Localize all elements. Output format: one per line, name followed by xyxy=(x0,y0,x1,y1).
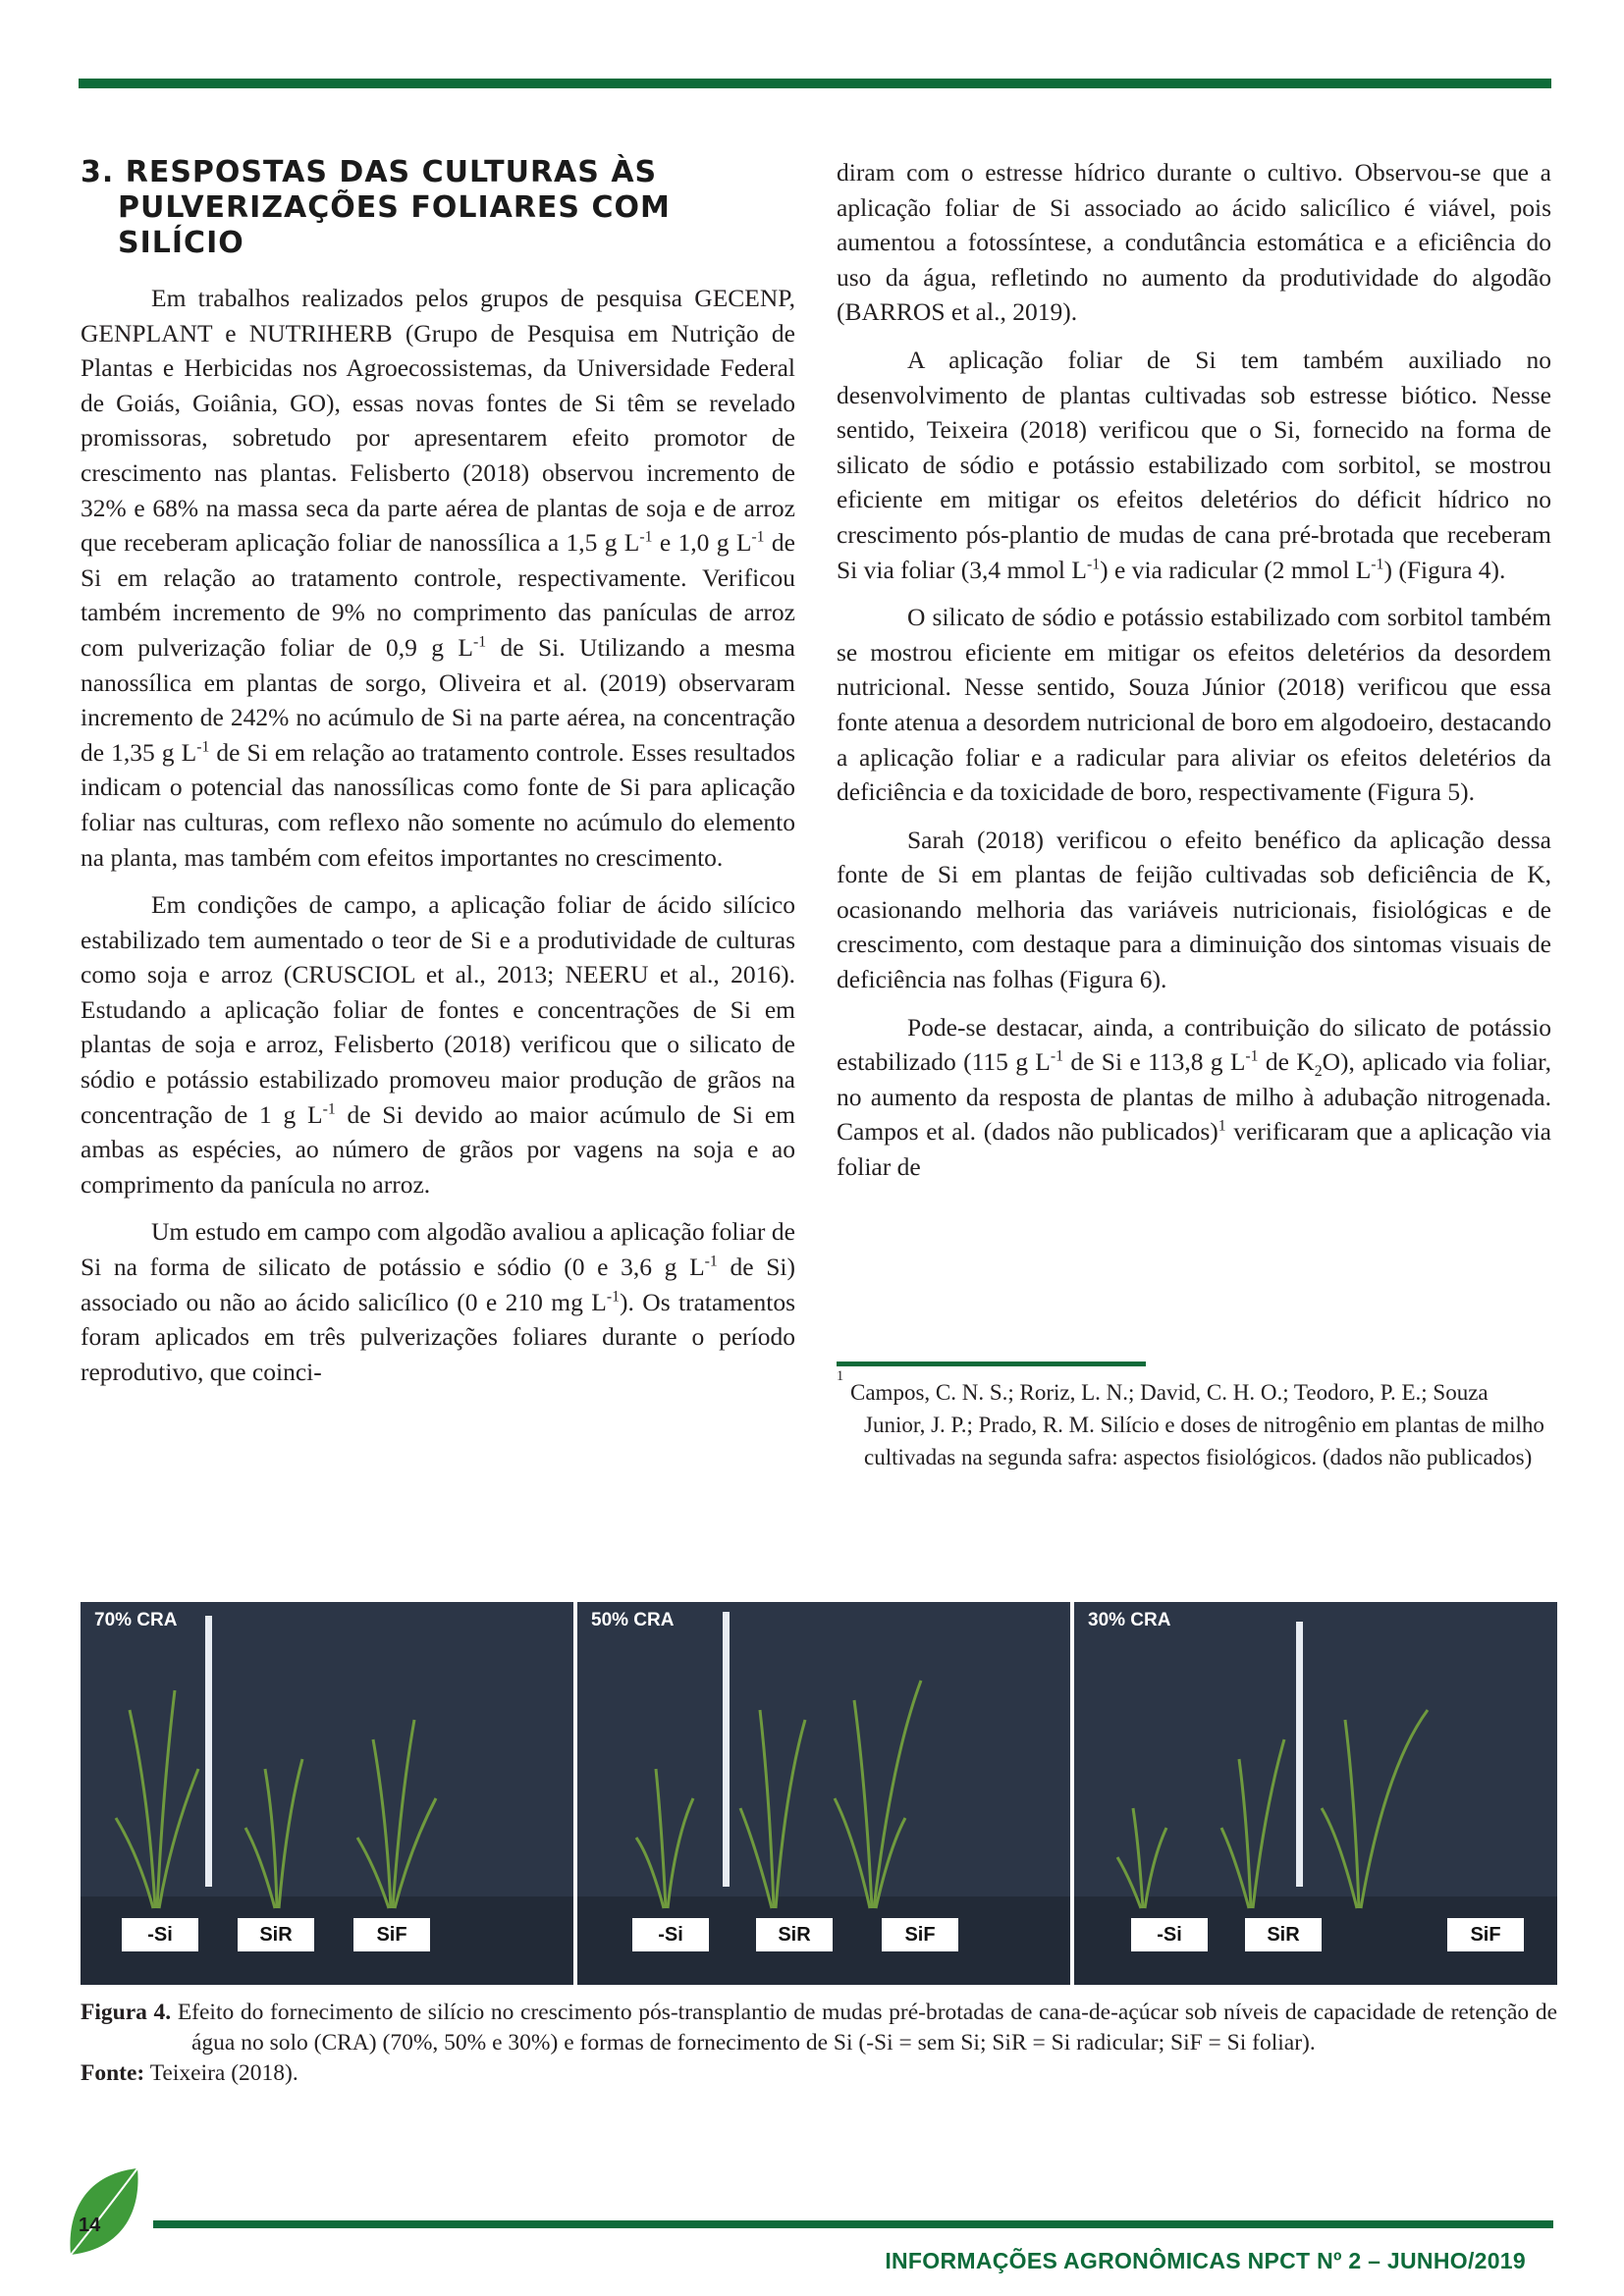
left-column xyxy=(81,155,795,1389)
treatment-tag: SiR xyxy=(1245,1918,1322,1951)
top-rule xyxy=(79,79,1551,88)
paragraph: Pode-se destacar, ainda, a contribuição do silicato de potássio estabilizado (115 g $L^{-1}$ de Si e 113,8 g $L^{-1}$ de $K_2O$), aplicado via foliar, no aumento da resposta de plantas de milho à adubação nitrogenada. Campos et al. (dados não publicados)$^1$ verificaram que a aplicação via foliar de xyxy=(837,1012,1551,1182)
footnote-text: Campos, C. N. S.; Roriz, L. N.; David, C. H. O.; Teodoro, P. E.; Souza Junior, J. P.; Prado, R. M. Silício e doses de nitrogênio em plantas de milho cultivadas na segunda safra: aspectos fisiológicos. (dados não publicados) xyxy=(850,1380,1544,1469)
source-label: Fonte: xyxy=(81,2060,145,2086)
paragraph: Em condições de campo, a aplicação foliar de ácido silícico estabilizado tem aumentado o teor de Si e a produtividade de culturas como soja e arroz (CRUSCIOL et al., 2013; NEERU et al., 2016). Estudando a aplicação foliar de fontes e concentrações de Si em plantas de soja e arroz, Felisberto (2018) verificou que o silicato de sódio e potássio estabilizado promoveu maior produção de grãos na concentração de 1 g $L^{-1}$ de Si devido ao maior acúmulo de Si em ambas as espécies, ao número de grãos por vagens na soja e ao comprimento da panícula no arroz. xyxy=(81,890,795,1199)
photo-label: 30% CRA xyxy=(1088,1610,1171,1630)
bottom-rule xyxy=(153,2220,1553,2228)
figure-caption-text: Figura 4. Efeito do fornecimento de silício no crescimento pós-transplantio de mudas pré-brotadas de cana-de-açúcar sob níveis de capacidade de retenção de água no solo (CRA) (70%, 50% e 30%) e formas de fornecimento de Si (-Si = sem Si; SiR = Si radicular; SiF = Si foliar). xyxy=(81,2000,1558,2056)
right-column xyxy=(837,155,1551,1185)
photo-label: 70% CRA xyxy=(94,1610,178,1630)
paragraph: Sarah (2018) verificou o efeito benéfico da aplicação dessa fonte de Si em plantas de feijão cultivadas sob deficiência de K, ocasionando melhoria das variáveis nutricionais, fisiológicas e de crescimento, com destaque para a diminuição dos sintomas visuais de deficiência nas folhas (Figura 6). xyxy=(837,825,1551,994)
treatment-tag: -Si xyxy=(122,1918,198,1951)
figure-label: Figura 4. xyxy=(81,2000,172,2025)
treatment-tag: SiR xyxy=(756,1918,833,1951)
paragraph: Em trabalhos realizados pelos grupos de pesquisa GECENP, GENPLANT e NUTRIHERB (Grupo de Pesquisa em Nutrição de Plantas e Herbicidas nos Agroecossistemas, da Universidade Federal de Goiás, Goiânia, GO), essas novas fontes de Si têm se revelado promissoras, sobretudo por apresentarem efeito promotor de crescimento nas plantas. Felisberto (2018) observou incremento de 32% e 68% na massa seca da parte aérea de plantas de soja e de arroz que receberam aplicação foliar de nanossílica a 1,5 g $L^{-1}$ e 1,0 g $L^{-1}$ de Si em relação ao tratamento controle, respectivamente. Verificou também incremento de 9% no comprimento das panículas de arroz com pulverização foliar de 0,9 g $L^{-1}$ de Si. Utilizando a mesma nanossílica em plantas de sorgo, Oliveira et al. (2019) observaram incremento de 242% no acúmulo de Si na parte aérea, na concentração de 1,35 g $L^{-1}$ de Si em relação ao tratamento controle. Esses resultados indicam o potencial das nanossílicas como fonte de Si para aplicação foliar nas culturas, com reflexo não somente no acúmulo do elemento na planta, mas também com efeitos importantes no crescimento. xyxy=(81,284,795,872)
treatment-tag: SiF xyxy=(353,1918,430,1951)
footnote-rule xyxy=(837,1362,1146,1366)
section-title-line2: PULVERIZAÇÕES FOLIARES COM SILÍCIO xyxy=(118,190,671,260)
journal-title: INFORMAÇÕES AGRONÔMICAS NPCT Nº 2 – JUNHO/2019 xyxy=(885,2248,1526,2273)
treatment-tag: SiF xyxy=(882,1918,958,1951)
treatment-tag: SiR xyxy=(238,1918,314,1951)
photo-panel xyxy=(1074,1602,1557,1985)
figure-caption xyxy=(81,1998,1557,2089)
treatment-tag: -Si xyxy=(632,1918,709,1951)
section-title-line1: RESPOSTAS DAS CULTURAS ÀS xyxy=(125,155,658,189)
footnote-ref: 1 xyxy=(1218,1117,1226,1135)
treatment-tag: SiF xyxy=(1447,1918,1524,1951)
section-number: 3. xyxy=(81,155,115,189)
figure-source: Fonte: Teixeira (2018). xyxy=(81,2060,298,2086)
section-title xyxy=(81,155,795,261)
page-number: 14 xyxy=(79,2215,101,2236)
paragraph: O silicato de sódio e potássio estabilizado com sorbitol também se mostrou eficiente em mitigar os efeitos deletérios da desordem nutricional. Nesse sentido, Souza Júnior (2018) verificou que essa fonte atenua a desordem nutricional de boro em algodoeiro, destacando a aplicação foliar e a radicular para aliviar os efeitos deletérios da deficiência e da toxicidade de boro, respectivamente (Figura 5). xyxy=(837,603,1551,807)
paragraph: Um estudo em campo com algodão avaliou a aplicação foliar de Si na forma de silicato de potássio e sódio (0 e 3,6 g $L^{-1}$ de Si) associado ou não ao ácido salicílico (0 e 210 mg $L^{-1}$). Os tratamentos foram aplicados em três pulverizações foliares durante o período reprodutivo, que coinci- xyxy=(81,1217,795,1386)
paragraph: A aplicação foliar de Si tem também auxiliado no desenvolvimento de plantas cultivadas sob estresse biótico. Nesse sentido, Teixeira (2018) verificou que o Si, fornecido na forma de silicato de sódio e potássio estabilizado com sorbitol, se mostrou eficiente em mitigar os efeitos deletérios do déficit hídrico no crescimento pós-plantio de mudas de cana pré-brotada que receberam Si via foliar (3,4 mmol $L^{-1}$) e via radicular (2 mmol $L^{-1}$) (Figura 4). xyxy=(837,345,1551,584)
photo-panel xyxy=(81,1602,573,1985)
photo-panel xyxy=(577,1602,1070,1985)
paragraph: diram com o estresse hídrico durante o cultivo. Observou-se que a aplicação foliar de Si associado ao ácido salicílico é viável, pois aumentou a fotossíntese, a condutância estomática e a eficiência do uso da água, refletindo no aumento da produtividade do algodão (BARROS et al., 2019). xyxy=(837,158,1551,327)
leaf-logo-icon xyxy=(65,2164,143,2259)
treatment-tag: -Si xyxy=(1131,1918,1208,1951)
photo-label: 50% CRA xyxy=(591,1610,675,1630)
footnote: 1 Campos, C. N. S.; Roriz, L. N.; David, C. H. O.; Teodoro, P. E.; Souza Junior, J. P.; Prado, R. M. Silício e doses de nitrogênio em plantas de milho cultivadas na segunda safra: aspectos fisiológicos. (dados não publicados) xyxy=(837,1376,1551,1473)
